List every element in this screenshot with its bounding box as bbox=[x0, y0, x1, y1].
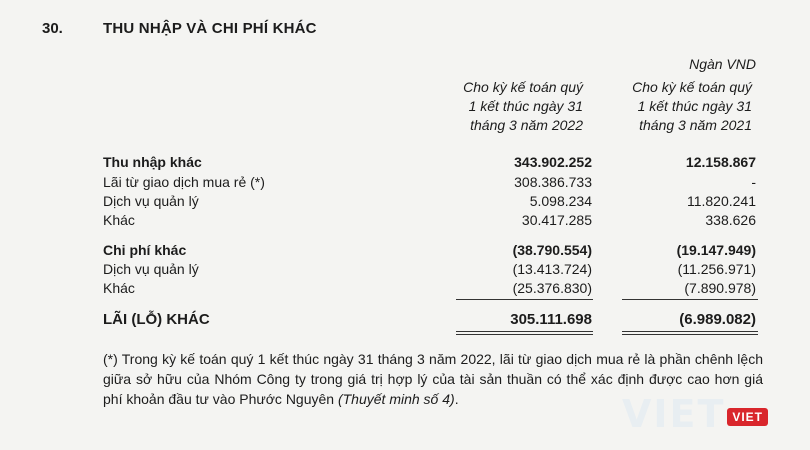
footnote-reference: (Thuyết minh số 4) bbox=[337, 391, 455, 407]
table-row-other-expenses bbox=[0, 242, 810, 262]
value-2021: (11.256.971) bbox=[677, 261, 756, 277]
value-2021: (7.890.978) bbox=[684, 280, 756, 296]
table-row-other-income bbox=[0, 154, 810, 174]
footnote-text: (*) Trong kỳ kế toán quý 1 kết thúc ngày 31 tháng 3 năm 2022, lãi từ giao dịch mua rẻ là phần chênh lệch giữa sở hữu của Nhóm Công ty trong giá trị hợp lý của tài sản thuần có thể xác định được cao hơn giá phí khoản đầu tư vào Phước Nguyên bbox=[103, 351, 763, 407]
section-number: 30. bbox=[42, 20, 63, 37]
value-2022: (25.376.830) bbox=[512, 280, 592, 296]
value-2021: (6.989.082) bbox=[679, 311, 756, 328]
row-label: Thu nhập khác bbox=[103, 154, 202, 170]
row-label: LÃI (LỖ) KHÁC bbox=[103, 311, 210, 328]
value-2022: (38.790.554) bbox=[512, 242, 592, 258]
total-double-rule-2022 bbox=[456, 331, 593, 335]
row-label: Lãi từ giao dịch mua rẻ (*) bbox=[103, 174, 265, 190]
value-2021: - bbox=[751, 174, 756, 190]
row-label: Khác bbox=[103, 280, 135, 296]
value-2022: 343.902.252 bbox=[514, 154, 592, 170]
row-label: Dịch vụ quản lý bbox=[103, 193, 199, 209]
value-2021: (19.147.949) bbox=[676, 242, 756, 258]
unit-label: Ngàn VND bbox=[689, 56, 756, 72]
column-header-2022: Cho kỳ kế toán quý 1 kết thúc ngày 31 tháng 3 năm 2022 bbox=[463, 79, 583, 133]
value-2022: 308.386.733 bbox=[514, 174, 592, 190]
table-row bbox=[0, 212, 810, 232]
logo-badge: VIET bbox=[727, 408, 768, 426]
subtotal-rule-2022 bbox=[456, 299, 593, 300]
row-label: Chi phí khác bbox=[103, 242, 187, 258]
value-2021: 338.626 bbox=[705, 212, 756, 228]
value-2022: 305.111.698 bbox=[510, 311, 592, 328]
value-2021: 11.820.241 bbox=[686, 193, 756, 209]
watermark-logo bbox=[622, 392, 772, 436]
section-title: THU NHẬP VÀ CHI PHÍ KHÁC bbox=[103, 20, 317, 37]
total-double-rule-2021 bbox=[622, 331, 758, 335]
table-row bbox=[0, 193, 810, 213]
value-2022: 30.417.285 bbox=[521, 212, 592, 228]
logo-wordmark: VIET bbox=[622, 392, 726, 436]
table-row-total bbox=[0, 311, 810, 331]
subtotal-rule-2021 bbox=[622, 299, 758, 300]
footnote-end: . bbox=[454, 391, 459, 407]
column-header-2021: Cho kỳ kế toán quý 1 kết thúc ngày 31 tháng 3 năm 2021 bbox=[632, 79, 752, 133]
table-row bbox=[0, 280, 810, 300]
table-row bbox=[0, 174, 810, 194]
value-2022: (13.413.724) bbox=[512, 261, 592, 277]
row-label: Dịch vụ quản lý bbox=[103, 261, 199, 277]
value-2021: 12.158.867 bbox=[685, 154, 756, 170]
row-label: Khác bbox=[103, 212, 135, 228]
value-2022: 5.098.234 bbox=[529, 193, 592, 209]
table-row bbox=[0, 261, 810, 281]
